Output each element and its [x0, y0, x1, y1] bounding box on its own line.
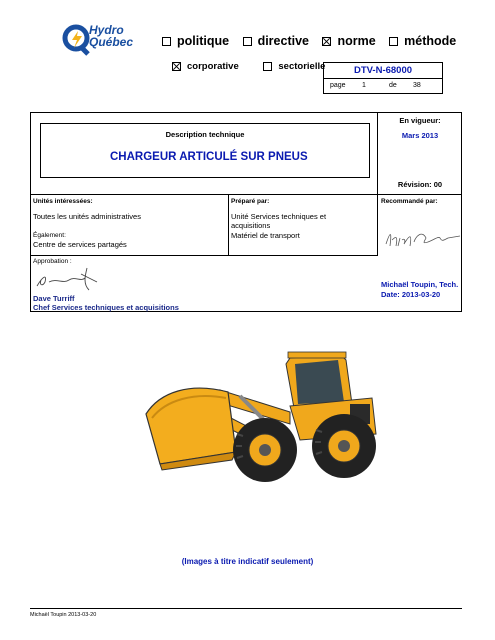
approval-label: Approbation : [33, 258, 72, 265]
doc-title: CHARGEUR ARTICULÉ SUR PNEUS [110, 151, 308, 163]
also-label: Également: [33, 232, 66, 239]
units-value: Toutes les unités administratives [33, 212, 141, 221]
checked-checkbox-icon [322, 37, 331, 46]
wheel-loader-image [140, 342, 380, 492]
recommended-signature [382, 226, 462, 254]
logo-q-icon [62, 22, 92, 56]
logo-line1: Hydro [89, 23, 124, 37]
prepared-line2: acquisitions [231, 221, 271, 230]
doc-type-methode: méthode [389, 34, 456, 48]
doc-type-directive: directive [243, 34, 309, 48]
checkbox-icon [162, 37, 171, 46]
revision: Révision: 00 [397, 180, 443, 189]
title-box [40, 123, 370, 178]
prepared-line1: Unité Services techniques et [231, 212, 327, 221]
prepared-label: Préparé par: [231, 198, 270, 205]
scope-row [172, 61, 335, 74]
recommended-name: Michaël Toupin, Tech. [381, 280, 459, 289]
checkbox-icon [263, 62, 272, 71]
doc-number-box: DTV-N-68000 page 1 de 38 [323, 62, 443, 94]
scope-corporative: corporative [172, 61, 239, 72]
checkbox-icon [389, 37, 398, 46]
approval-name: Dave Turriff [33, 294, 75, 303]
checked-checkbox-icon [172, 62, 181, 71]
recommended-date: Date: 2013-03-20 [381, 290, 441, 299]
doc-type-norme: norme [322, 34, 375, 48]
logo-line2: Québec [89, 35, 134, 49]
doc-type-politique: politique [162, 34, 229, 48]
image-caption: (Images à titre indicatif seulement) [181, 557, 314, 566]
checkbox-icon [243, 37, 252, 46]
approval-signature [33, 264, 103, 294]
hydro-quebec-logo [62, 22, 152, 58]
doc-type-row [162, 34, 466, 49]
doc-kind: Description technique [165, 130, 245, 139]
prepared-line3: Matériel de transport [231, 231, 300, 240]
footer-text: Michaël Toupin 2013-03-20 [30, 612, 97, 618]
effective-label: En vigueur: [399, 116, 441, 125]
scope-sectorielle: sectorielle [263, 61, 325, 72]
approval-role: Chef Services techniques et acquisitions [33, 303, 179, 312]
also-value: Centre de services partagés [33, 240, 127, 249]
doc-number: DTV-N-68000 [324, 63, 442, 79]
units-label: Unités intéressées: [33, 198, 93, 205]
effective-date: Mars 2013 [401, 131, 439, 140]
recommended-label: Recommandé par: [381, 198, 438, 205]
